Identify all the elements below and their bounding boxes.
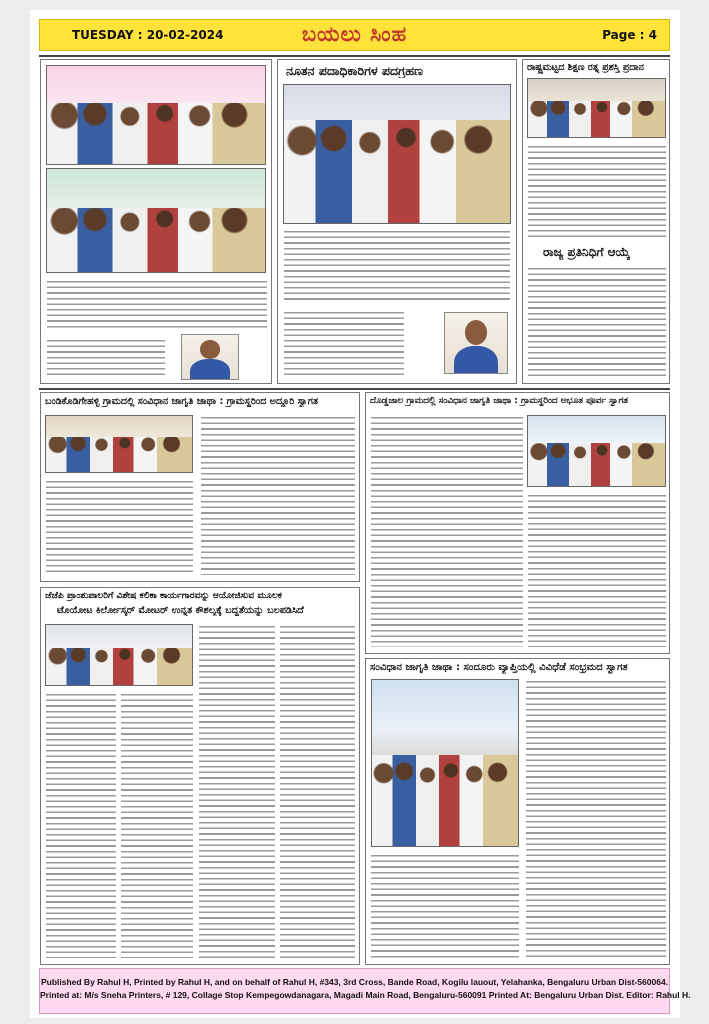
article-headline: ಸಂವಿಧಾನ ಜಾಗೃತಿ ಜಾಥಾ : ಸಂದೂರು ವ್ಯಾಪ್ತಿಯಲ್ಲಿ ವಿವಿಧೆಡೆ ಸಂಭ್ರಮದ ಸ್ವಾಗತ — [370, 662, 628, 673]
article-text — [528, 144, 666, 240]
page-number: Page : 4 — [602, 28, 657, 42]
top-rule — [39, 55, 670, 57]
article-headline: ರಾಜ್ಯ ಪ್ರತಿನಿಧಿಗೆ ಆಯ್ಕೆ — [543, 246, 631, 259]
article-headline: ನೂತನ ಪದಾಧಿಕಾರಿಗಳ ಪದಗ್ರಹಣ — [286, 64, 423, 78]
crowd-graphic — [46, 437, 192, 472]
article-headline: ಬಂಡಿಕೊಡಿಗೇಹಳ್ಳಿ ಗ್ರಾಮದಲ್ಲಿ ಸಂವಿಧಾನ ಜಾಗೃತಿ ಜಾಥಾ : ಗ್ರಾಮಸ್ಥರಿಂದ ಅದ್ದೂರಿ ಸ್ವಾಗತ — [45, 396, 319, 407]
article-headline: ದೊಡ್ಡಜಾಲ ಗ್ರಾಮದಲ್ಲಿ ಸಂವಿಧಾನ ಜಾಗೃತಿ ಜಾಥಾ : ಗ್ರಾಮಸ್ಥರಿಂದ ಅಭೂತ ಪೂರ್ವ ಸ್ವಾಗತ — [370, 396, 628, 406]
article-text — [46, 692, 116, 958]
article-text — [121, 692, 193, 958]
rally-crowd-photo — [371, 679, 519, 847]
article-headline: ರಾಷ್ಟ್ರಮಟ್ಟದ ಶಿಕ್ಷಣ ರತ್ನ ಪ್ರಶಸ್ತಿ ಪ್ರದಾನ — [527, 63, 644, 73]
crowd-graphic — [47, 208, 265, 272]
article-headline-line-2: ಟೊಯೋಟ ಕಿರ್ಲೋಸ್ಕರ್ ಮೋಟರ್ ಉನ್ನತ ಕೌಶಲ್ಯಕ್ಕೆ ಬದ್ಧತೆಯನ್ನು ಬಲಪಡಿಸಿದೆ — [57, 605, 304, 616]
publisher-line: Published By Rahul H, Printed by Rahul H, and on behalf of Rahul H, #343, 3rd Cross, Bande Road, Kogilu lauout, Yelahanka, Bengaluru Urban Dist-560064. — [40, 977, 669, 987]
article-text — [284, 310, 404, 376]
newspaper-title: ಬಯಲು ಸಿಂಹ — [301, 22, 408, 46]
printer-line: Printed at: M/s Sneha Printers, # 129, Collage Stop Kempegowdanagara, Magadi Main Road, Bengaluru-560091 Printed At: Bengaluru Urban Dist. Editor: Rahul H. — [40, 990, 691, 1000]
imprint-footer — [39, 968, 691, 1014]
article-text — [284, 229, 510, 303]
section-rule — [39, 388, 670, 390]
masthead — [39, 19, 670, 51]
article-text — [371, 853, 519, 959]
article-text — [528, 493, 666, 647]
crowd-graphic — [46, 648, 192, 685]
sanduru-article — [365, 658, 670, 965]
event-photo-2 — [46, 168, 266, 273]
award-column — [522, 59, 670, 384]
article-text — [46, 479, 193, 575]
article-text — [199, 624, 275, 958]
crowd-graphic — [528, 443, 665, 486]
event-collage-block — [40, 59, 272, 384]
article-text — [371, 415, 523, 647]
article-text — [528, 266, 666, 378]
issue-date: TUESDAY : 20-02-2024 — [72, 28, 224, 42]
article-text — [47, 338, 165, 376]
article-text — [280, 624, 355, 958]
crowd-graphic — [372, 755, 518, 846]
procession-photo — [527, 415, 666, 487]
mugshot-photo — [444, 312, 508, 374]
article-text — [201, 415, 355, 575]
ceremony-photo — [283, 84, 511, 224]
crowd-graphic — [528, 101, 665, 137]
newspaper-page — [30, 10, 691, 1018]
toyota-workshop-article — [40, 587, 360, 965]
workshop-photo — [45, 624, 193, 686]
article-text — [526, 679, 666, 959]
rally-photo — [45, 415, 193, 473]
event-photo-1 — [46, 65, 266, 165]
award-photo — [527, 78, 666, 138]
article-text — [47, 279, 267, 329]
office-bearers-article — [277, 59, 517, 384]
mugshot-photo — [181, 334, 239, 380]
bandikodigehalli-article — [40, 392, 360, 582]
article-headline: ಜೆಜೆಪಿ ಪ್ರಾಂಶುಪಾಲರಿಗೆ ವಿಶೇಷ ಕಲಿಕಾ ಕಾರ್ಯಗಾರವನ್ನು ಆಯೋಜಿಸುವ ಮೂಲಕ — [45, 591, 282, 601]
crowd-graphic — [284, 120, 510, 224]
crowd-graphic — [47, 103, 265, 164]
doddajala-article — [365, 392, 670, 654]
